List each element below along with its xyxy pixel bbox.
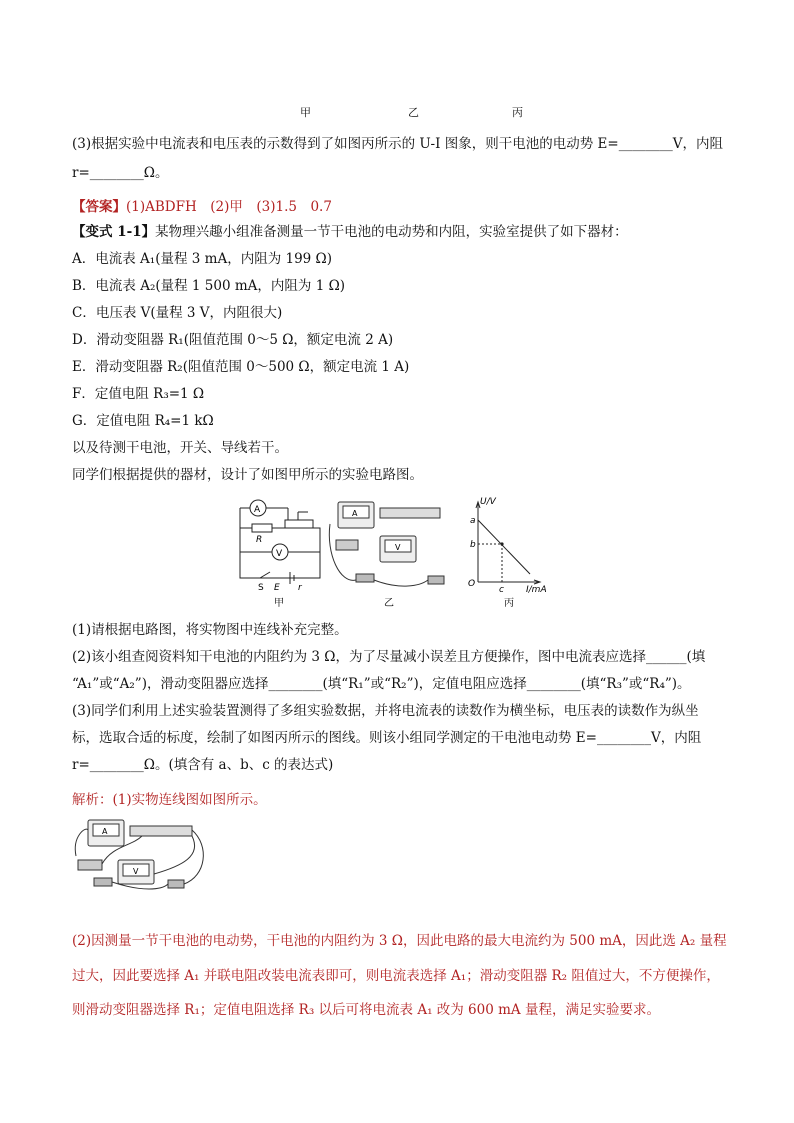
q3-line-2: r=________Ω。 [72,165,169,181]
top-label-bing: 丙 [512,106,523,119]
circuit-label-r-big: R [256,535,263,545]
question-3-line-1: (3)同学们利用上述实验装置测得了多组实验数据，并将电流表的读数作为横坐标，电压表的读数作为纵坐 [72,703,699,719]
figure-label-bing: 丙 [504,598,514,609]
question-1: (1)请根据电路图，将实物图中连线补充完整。 [72,622,348,638]
experiment-figure [230,494,560,616]
solution-figure [72,816,212,892]
top-label-jia: 甲 [300,106,311,119]
option-f: F．定值电阻 R₃=1 Ω [72,386,205,402]
graph-label-c: c [499,585,504,595]
option-e: E．滑动变阻器 R₂(阻值范围 0～500 Ω，额定电流 1 A) [72,359,410,375]
apparatus-label-a: A [352,509,358,518]
option-b: B．电流表 A₂(量程 1 500 mA，内阻为 1 Ω) [72,278,346,294]
solution-line-2: 过大，因此要选择 A₁ 并联电阻改装电流表即可，则电流表选择 A₁；滑动变阻器 R₂ 阻值过大，不方便操作， [72,968,720,984]
circuit-label-s: S [258,583,264,593]
apparatus-drawing [329,502,444,586]
question-2-line-2: “A₁”或“A₂”)，滑动变阻器应选择________(填“R₁”或“R₂”)，定值电阻应选择________(填“R₃”或“R₄”)。 [72,676,691,692]
figure-label-jia: 甲 [274,598,284,609]
graph-label-a: a [470,516,476,526]
option-g: G．定值电阻 R₄=1 kΩ [72,413,214,429]
variant-line [72,222,628,242]
text-after-1: 以及待测干电池，开关、导线若干。 [72,440,288,456]
solution-line-1: (2)因测量一节干电池的电动势，干电池的内阻约为 3 Ω，因此电路的最大电流约为 500 mA，因此选 A₂ 量程 [72,933,727,949]
option-a: A．电流表 A₁(量程 3 mA，内阻为 199 Ω) [72,251,332,267]
apparatus-label-v: V [395,543,401,552]
answer-text: (1)ABDFH (2)甲 (3)1.5 0.7 [126,199,332,215]
graph-xlabel: I/mA [526,585,547,595]
graph-point [500,542,503,545]
circuit-label-a: A [254,505,261,515]
graph-label-o: O [468,579,476,589]
solution-figure-label-v: V [133,867,139,876]
circuit-diagram [240,500,320,584]
text-after-2: 同学们根据提供的器材，设计了如图甲所示的实验电路图。 [72,467,423,483]
circuit-label-v: V [276,549,283,559]
solution-line-3: 则滑动变阻器选择 R₁；定值电阻选择 R₃ 以后可将电流表 A₁ 改为 600 mA 量程，满足实验要求。 [72,1002,660,1018]
graph-ylabel: U/V [480,497,496,507]
solution-head: 解析：(1)实物连线图如图所示。 [72,792,267,808]
variant-tag: 【变式 1-1】 [72,224,156,240]
ui-graph [476,502,540,584]
option-c: C．电压表 V(量程 3 V，内阻很大) [72,305,283,321]
circuit-label-e: E [274,583,280,593]
answer-line [72,197,332,217]
circuit-label-r-small: r [298,583,302,593]
top-label-yi: 乙 [408,106,419,119]
question-3-line-2: 标，选取合适的标度，绘制了如图丙所示的图线。则该小组同学测定的干电池电动势 E=________V，内阻 [72,730,702,746]
question-3-line-3: r=________Ω。(填含有 a、b、c 的表达式) [72,757,334,773]
q3-line-1: (3)根据实验中电流表和电压表的示数得到了如图丙所示的 U-I 图象，则干电池的电动势 E=________V，内阻 [72,136,723,152]
question-2-line-1: (2)该小组查阅资料知干电池的内阻约为 3 Ω，为了尽量减小误差且方便操作，图中电流表应选择______(填 [72,649,706,665]
option-d: D．滑动变阻器 R₁(阻值范围 0～5 Ω，额定电流 2 A) [72,332,394,348]
graph-label-b: b [470,540,476,550]
answer-tag: 【答案】 [72,199,126,215]
variant-text: 某物理兴趣小组准备测量一节干电池的电动势和内阻，实验室提供了如下器材： [155,224,628,240]
figure-label-yi: 乙 [384,598,394,609]
solution-figure-label-a: A [102,827,108,836]
